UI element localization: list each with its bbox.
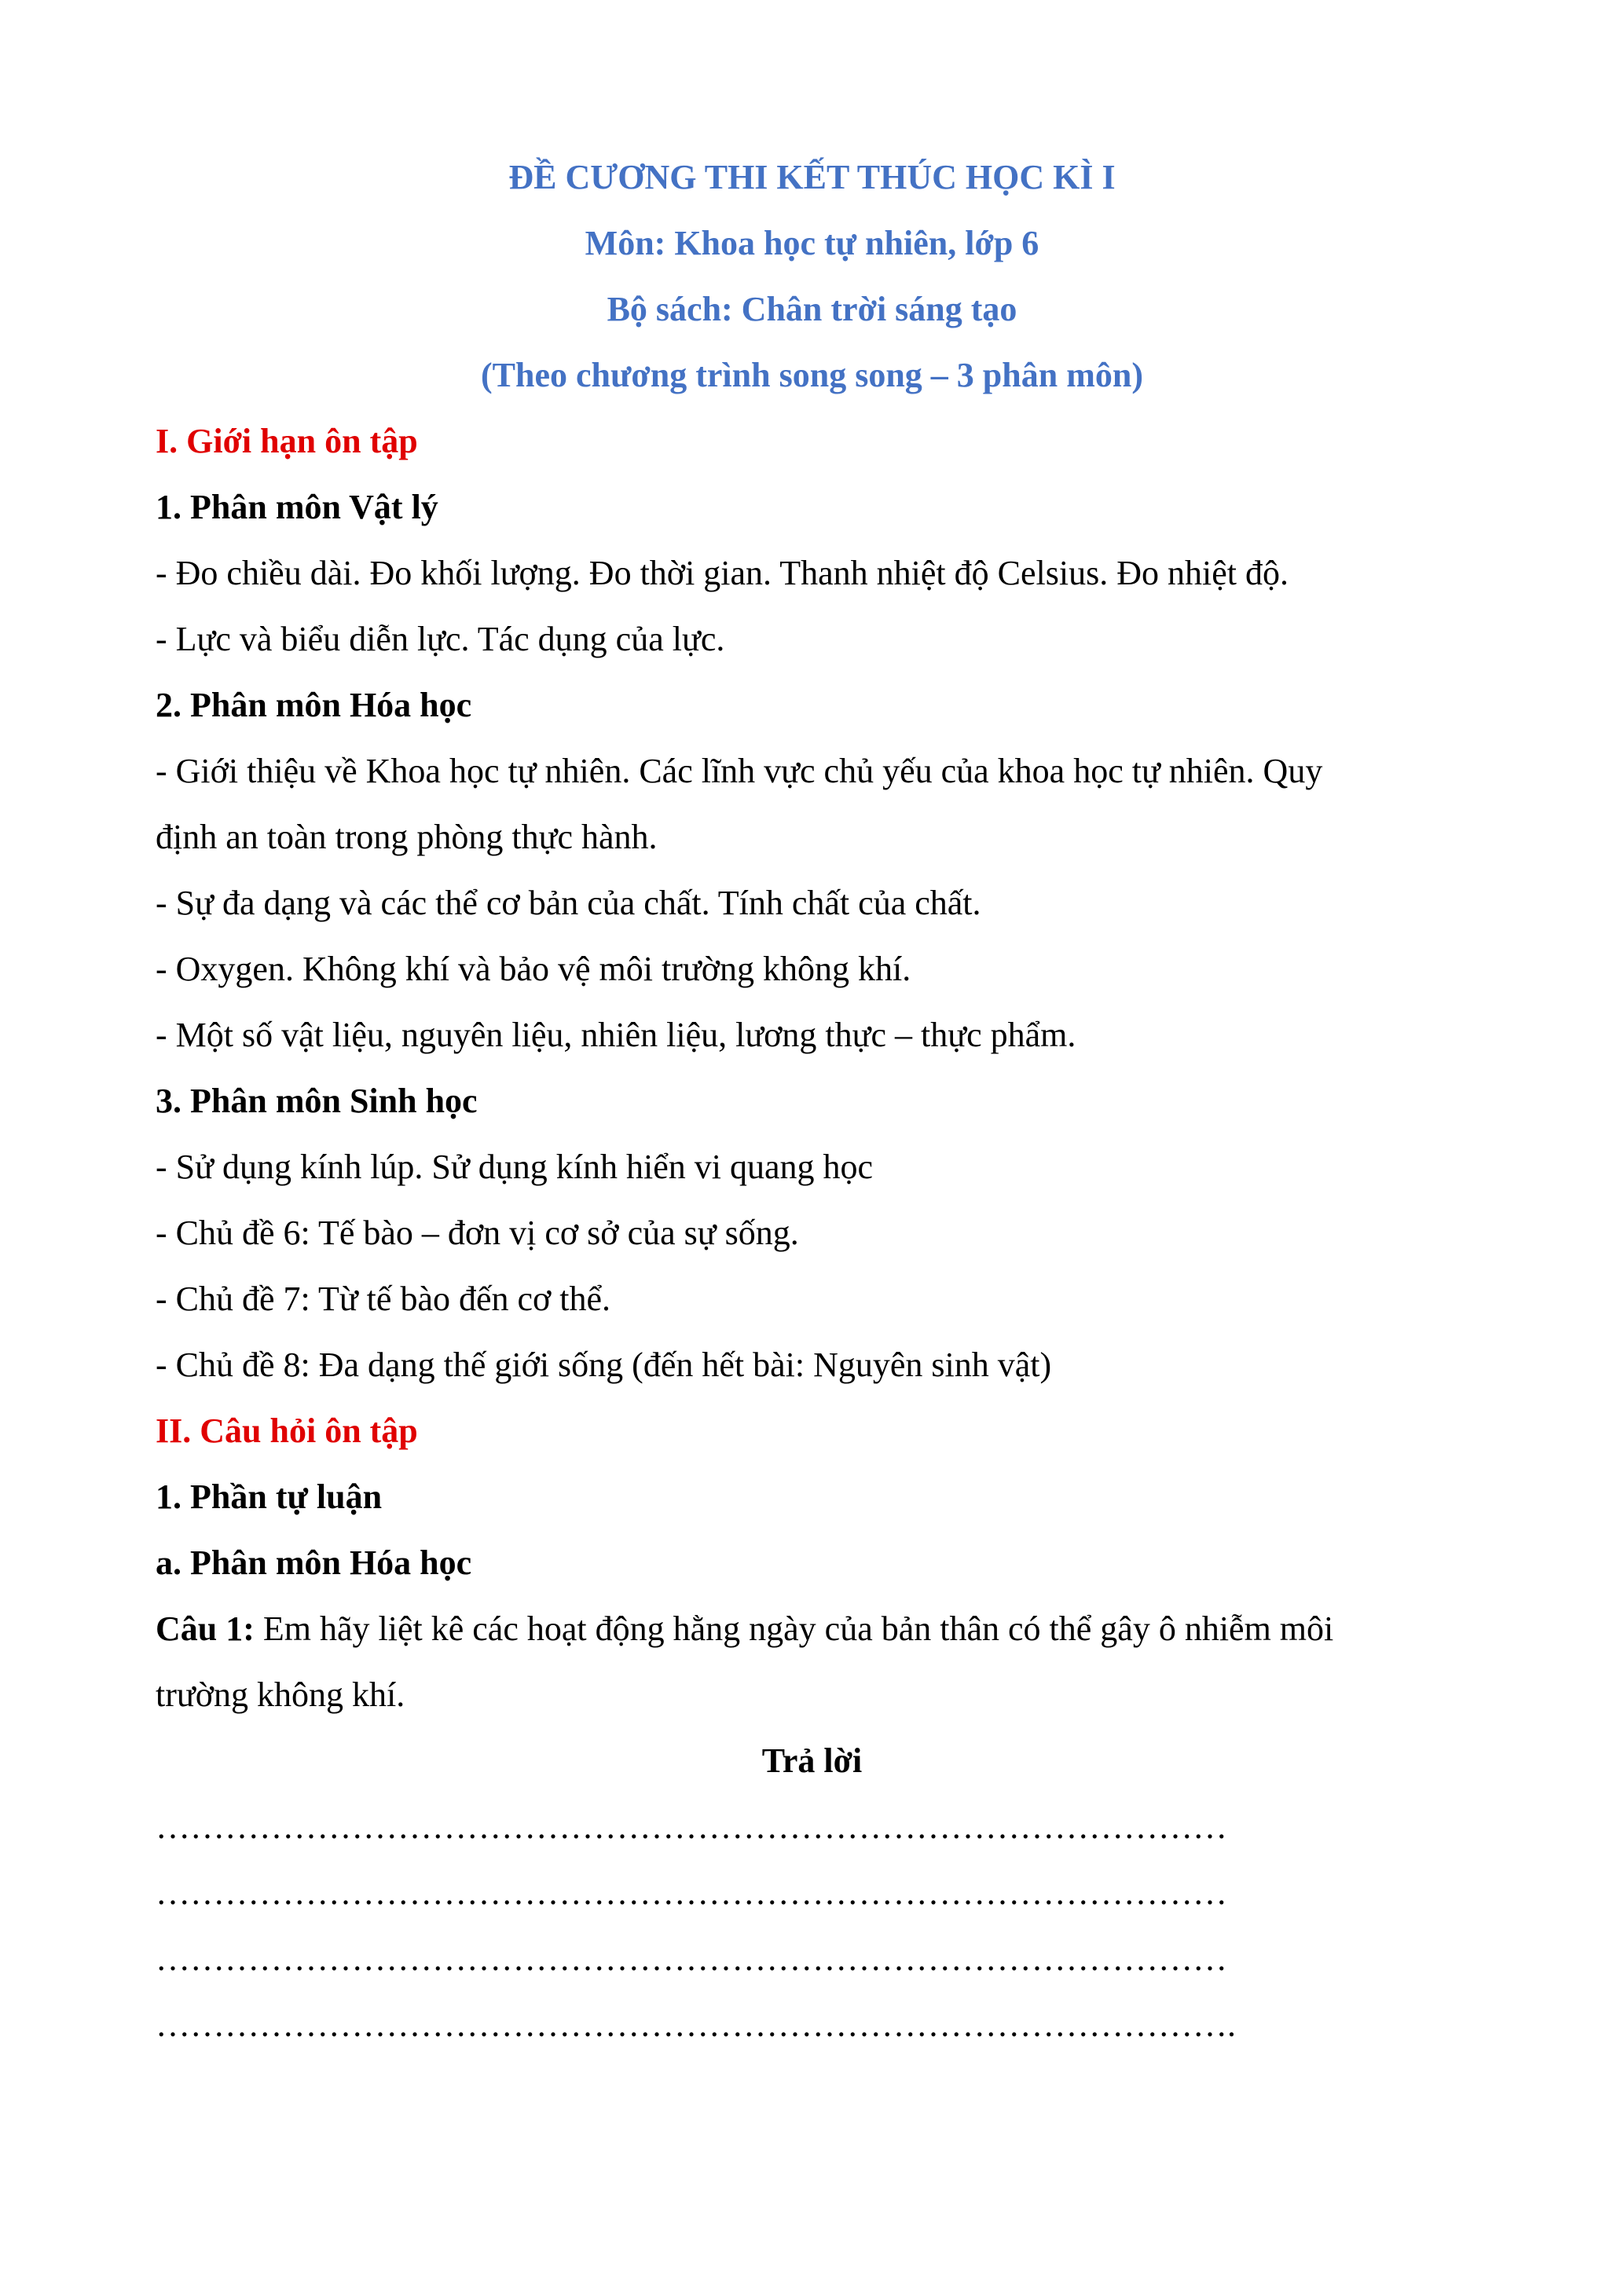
answer-dotted-line: …………………………………………………………………………………: [156, 1939, 1227, 1978]
chemistry-item: - Một số vật liệu, nguyên liệu, nhiên liệu, lương thực – thực phẩm.: [156, 1016, 1076, 1054]
chemistry-item: - Sự đa dạng và các thể cơ bản của chất. Tính chất của chất.: [156, 884, 981, 922]
chemistry-heading: 2. Phân môn Hóa học: [156, 686, 472, 724]
part1-heading: 1. Phần tự luận: [156, 1478, 383, 1516]
physics-item: - Lực và biểu diễn lực. Tác dụng của lực.: [156, 620, 725, 658]
subject-line: Môn: Khoa học tự nhiên, lớp 6: [585, 224, 1039, 262]
biology-item: - Sử dụng kính lúp. Sử dụng kính hiển vi quang học: [156, 1148, 873, 1186]
chemistry-item: - Oxygen. Không khí và bảo vệ môi trường không khí.: [156, 950, 911, 988]
physics-item: - Đo chiều dài. Đo khối lượng. Đo thời gian. Thanh nhiệt độ Celsius. Đo nhiệt độ.: [156, 554, 1289, 592]
part1a-heading: a. Phân môn Hóa học: [156, 1543, 472, 1582]
answer-dotted-line: ………………………………………………………………………………….: [156, 2005, 1236, 2044]
chemistry-item: định an toàn trong phòng thực hành.: [156, 818, 658, 856]
question-label: Câu 1:: [156, 1609, 255, 1648]
answer-dotted-line: …………………………………………………………………………………: [156, 1807, 1227, 1846]
section2-heading: II. Câu hỏi ôn tập: [156, 1412, 418, 1450]
biology-item: - Chủ đề 6: Tế bào – đơn vị cơ sở của sự sống.: [156, 1214, 799, 1252]
biology-item: - Chủ đề 8: Đa dạng thế giới sống (đến hết bài: Nguyên sinh vật): [156, 1346, 1052, 1384]
physics-heading: 1. Phân môn Vật lý: [156, 488, 438, 526]
biology-heading: 3. Phân môn Sinh học: [156, 1082, 478, 1120]
answer-dotted-line: …………………………………………………………………………………: [156, 1873, 1227, 1912]
book-line: Bộ sách: Chân trời sáng tạo: [607, 290, 1017, 328]
section1-heading: I. Giới hạn ôn tập: [156, 422, 418, 460]
chemistry-item: - Giới thiệu về Khoa học tự nhiên. Các lĩnh vực chủ yếu của khoa học tự nhiên. Quy: [156, 752, 1323, 790]
answer-label: Trả lời: [761, 1741, 863, 1780]
question-text: Em hãy liệt kê các hoạt động hằng ngày của bản thân có thể gây ô nhiễm môi: [254, 1609, 1334, 1648]
document-title: ĐỀ CƯƠNG THI KẾT THÚC HỌC KÌ I: [508, 158, 1116, 196]
question-1: [156, 1607, 1333, 1651]
biology-item: - Chủ đề 7: Từ tế bào đến cơ thể.: [156, 1280, 611, 1318]
program-line: (Theo chương trình song song – 3 phân môn): [481, 356, 1143, 394]
question-1-continued: trường không khí.: [156, 1675, 405, 1714]
